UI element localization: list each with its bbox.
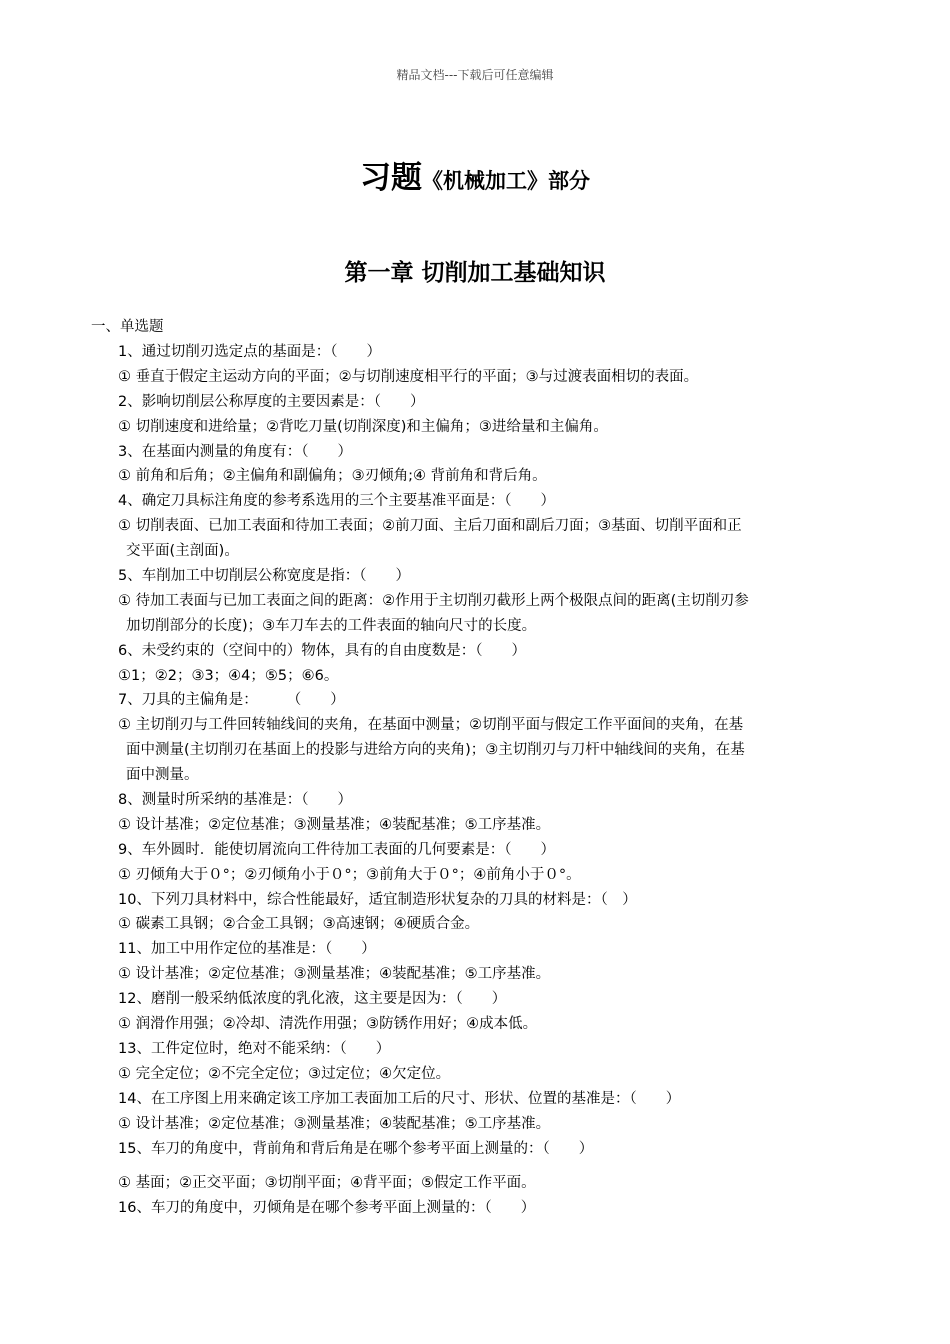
option-line: ① 设计基准；②定位基准；③测量基准；④装配基准；⑤工序基准。: [118, 816, 551, 833]
question-line: 1、通过切削刃选定点的基面是：（ ）: [118, 344, 381, 360]
option-line: ① 切削速度和进给量；②背吃刀量(切削深度)和主偏角；③进给量和主偏角。: [118, 418, 608, 435]
option-line: ① 设计基准；②定位基准；③测量基准；④装配基准；⑤工序基准。: [118, 1115, 551, 1132]
question-line: 2、影响切削层公称厚度的主要因素是：（ ）: [118, 393, 425, 410]
option-line: ① 垂直于假定主运动方向的平面；②与切削速度相平行的平面；③与过渡表面相切的表面。: [118, 368, 699, 385]
question-line: 15、车刀的角度中，背前角和背后角是在哪个参考平面上测量的：（ ）: [118, 1140, 594, 1157]
question-line: 6、未受约束的（空间中的）物体，具有的自由度数是：（ ）: [118, 642, 526, 659]
option-line-continued: 加切削部分的长度)；③车刀车去的工件表面的轴向尺寸的长度。: [126, 617, 537, 634]
option-line: ① 设计基准；②定位基准；③测量基准；④装配基准；⑤工序基准。: [118, 966, 551, 983]
option-line: ① 切削表面、已加工表面和待加工表面；②前刀面、主后刀面和副后刀面；③基面、切削平面和正: [118, 518, 742, 535]
title-sub: 《机械加工》部分: [422, 169, 590, 193]
chapter-heading: 第一章 切削加工基础知识: [344, 260, 606, 286]
question-line: 11、加工中用作定位的基准是：（ ）: [118, 941, 376, 958]
option-line: ① 待加工表面与已加工表面之间的距离：②作用于主切削刃截形上两个极限点间的距离(主切削刃参: [118, 592, 749, 609]
header-watermark: 精品文档---下载后可任意编辑: [396, 68, 554, 82]
section-heading: 一、单选题: [91, 319, 164, 335]
question-list: [118, 340, 868, 1221]
option-line: ① 刃倾角大于０°；②刃倾角小于０°；③前角大于０°；④前角小于０°。: [118, 866, 581, 883]
option-line: ① 碳素工具钢；②合金工具钢；③高速钢；④硬质合金。: [118, 916, 480, 933]
question-line: 14、在工序图上用来确定该工序加工表面加工后的尺寸、形状、位置的基准是：（ ）: [118, 1090, 681, 1107]
option-line: ① 完全定位；②不完全定位；③过定位；④欠定位。: [118, 1065, 451, 1082]
question-line: 8、测量时所采纳的基准是：（ ）: [118, 792, 352, 809]
option-line-continued: 交平面(主剖面)。: [126, 543, 239, 560]
option-line-continued: 面中测量(主切削刃在基面上的投影与进给方向的夹角)；③主切削刃与刀杆中轴线间的夹角，在基: [126, 742, 745, 759]
question-line: 3、在基面内测量的角度有：（ ）: [118, 443, 352, 460]
option-line: ①1；②2；③3；④4；⑤5；⑥6。: [118, 667, 339, 684]
option-line-continued: 面中测量。: [126, 767, 199, 784]
title-main: 习题: [360, 160, 422, 196]
question-line: 9、车外圆时．能使切屑流向工件待加工表面的几何要素是：（ ）: [118, 841, 555, 858]
question-line: 16、车刀的角度中，刃倾角是在哪个参考平面上测量的：（ ）: [118, 1200, 536, 1217]
question-line: 12、磨削一般采纳低浓度的乳化液，这主要是因为：（ ）: [118, 991, 507, 1008]
option-line: ① 润滑作用强；②冷却、清洗作用强；③防锈作用好；④成本低。: [118, 1016, 538, 1033]
document-title: [0, 152, 950, 197]
question-line: 4、确定刀具标注角度的参考系选用的三个主要基准平面是：（ ）: [118, 493, 555, 510]
question-line: 13、工件定位时，绝对不能采纳：（ ）: [118, 1040, 391, 1057]
option-line: ① 主切削刃与工件回转轴线间的夹角，在基面中测量；②切削平面与假定工作平面间的夹角，在基: [118, 717, 744, 734]
question-line: 7、刀具的主偏角是： （ ）: [118, 692, 345, 709]
option-line: ① 前角和后角；②主偏角和副偏角；③刃倾角;④ 背前角和背后角。: [118, 468, 547, 485]
question-line: 5、车削加工中切削层公称宽度是指：（ ）: [118, 568, 410, 585]
question-line: 10、下列刀具材料中，综合性能最好，适宜制造形状复杂的刀具的材料是：（ ）: [118, 891, 637, 908]
option-line: ① 基面；②正交平面；③切削平面；④背平面；⑤假定工作平面。: [118, 1175, 536, 1192]
